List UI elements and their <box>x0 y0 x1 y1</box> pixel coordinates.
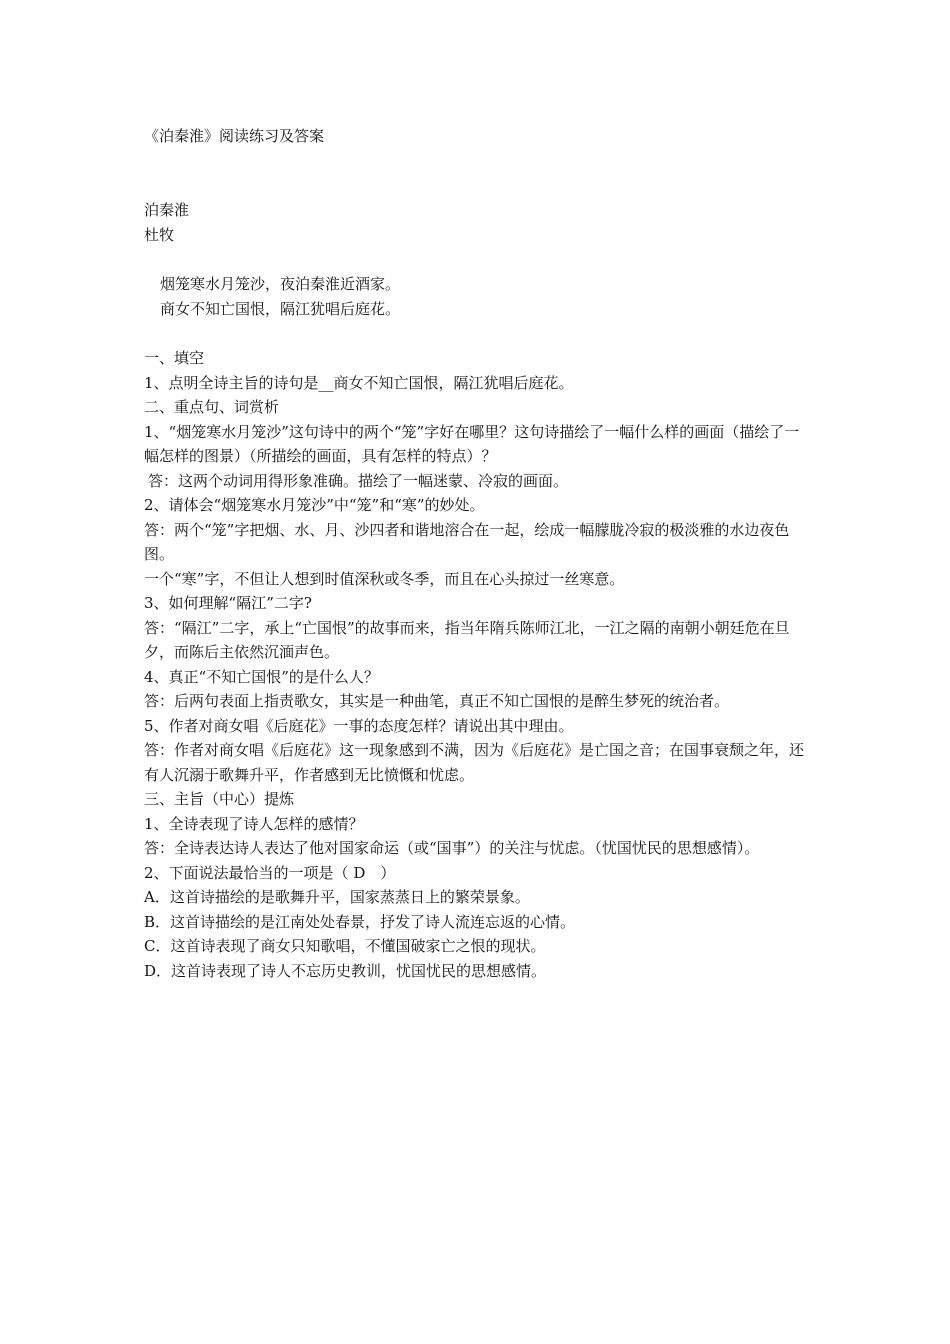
option-d: D．这首诗表现了诗人不忘历史教训，忧国忧民的思想感情。 <box>144 961 547 980</box>
poem-line: 烟笼寒水月笼沙，夜泊秦淮近酒家。 <box>160 275 401 293</box>
question-2-4: 4、真正“不知亡国恨”的是什么人？ <box>144 667 379 686</box>
question-2-1: 1、“烟笼寒水月笼沙”这句诗中的两个“笼”字好在哪里？这句诗描绘了一幅什么样的画面（描绘了一幅怎样的图景）（所描绘的画面，具有怎样的特点）？ <box>144 422 800 465</box>
answer-3-1: 答：全诗表达诗人表达了他对国家命运（或“国事”）的关注与忧虑。（忧国忧民的思想感情）。 <box>144 839 760 857</box>
question-2-2: 2、请体会“烟笼寒水月笼沙”中“笼”和“寒”的妙处。 <box>144 496 485 514</box>
poem-line: 商女不知亡国恨，隔江犹唱后庭花。 <box>160 299 401 318</box>
answer-2-4: 答：后两句表面上指责歌女，其实是一种曲笔，真正不知亡国恨的是醉生梦死的统治者。 <box>144 692 730 710</box>
option-c: C．这首诗表现了商女只知歌唱，不懂国破家亡之恨的现状。 <box>144 937 546 955</box>
section-heading-analysis: 二、重点句、词赏析 <box>144 398 280 416</box>
poem-author: 杜牧 <box>144 225 175 244</box>
section-heading-theme: 三、主旨（中心）提炼 <box>144 790 295 808</box>
question-1-answer: 1、点明全诗主旨的诗句是__商女不知亡国恨，隔江犹唱后庭花。 <box>144 373 574 392</box>
answer-2-1: 答：这两个动词用得形象准确。描绘了一幅迷蒙、冷寂的画面。 <box>148 471 569 490</box>
answer-2-5: 答：作者对商女唱《后庭花》这一现象感到不满，因为《后庭花》是亡国之音；在国事衰颓之年，还有人沉溺于歌舞升平，作者感到无比愤慨和忧虑。 <box>144 741 805 784</box>
option-b: B．这首诗描绘的是江南处处春景，抒发了诗人流连忘返的心情。 <box>144 912 576 931</box>
poem-header <box>144 198 189 247</box>
question-3-1: 1、全诗表现了诗人怎样的感情？ <box>144 814 364 833</box>
answer-2-2: 答：两个“笼”字把烟、水、月、沙四者和谐地溶合在一起，绘成一幅朦胧冷寂的极淡雅的水边夜色图。 <box>144 520 790 563</box>
option-a: A．这首诗描绘的是歌舞升平，国家蒸蒸日上的繁荣景象。 <box>144 888 530 906</box>
poem-text <box>144 272 400 321</box>
answer-2-2-continued: 一个“寒”字，不但让人想到时值深秋或冬季，而且在心头掠过一丝寒意。 <box>144 569 625 588</box>
question-3-2: 2、下面说法最恰当的一项是（ D ） <box>144 863 396 882</box>
question-2-5: 5、作者对商女唱《后庭花》一事的态度怎样？请说出其中理由。 <box>144 716 574 735</box>
document-title: 《泊秦淮》阅读练习及答案 <box>144 127 325 145</box>
section-heading-fill-blank: 一、填空 <box>144 349 205 367</box>
exercise-body <box>144 346 814 983</box>
poem-name: 泊秦淮 <box>144 201 190 219</box>
question-2-3: 3、如何理解“隔江”二字? <box>144 594 312 612</box>
answer-2-3: 答：“隔江”二字，承上“亡国恨”的故事而来，指当年隋兵陈师江北，一江之隔的南朝小朝廷危在旦夕，而陈后主依然沉湎声色。 <box>144 618 790 661</box>
